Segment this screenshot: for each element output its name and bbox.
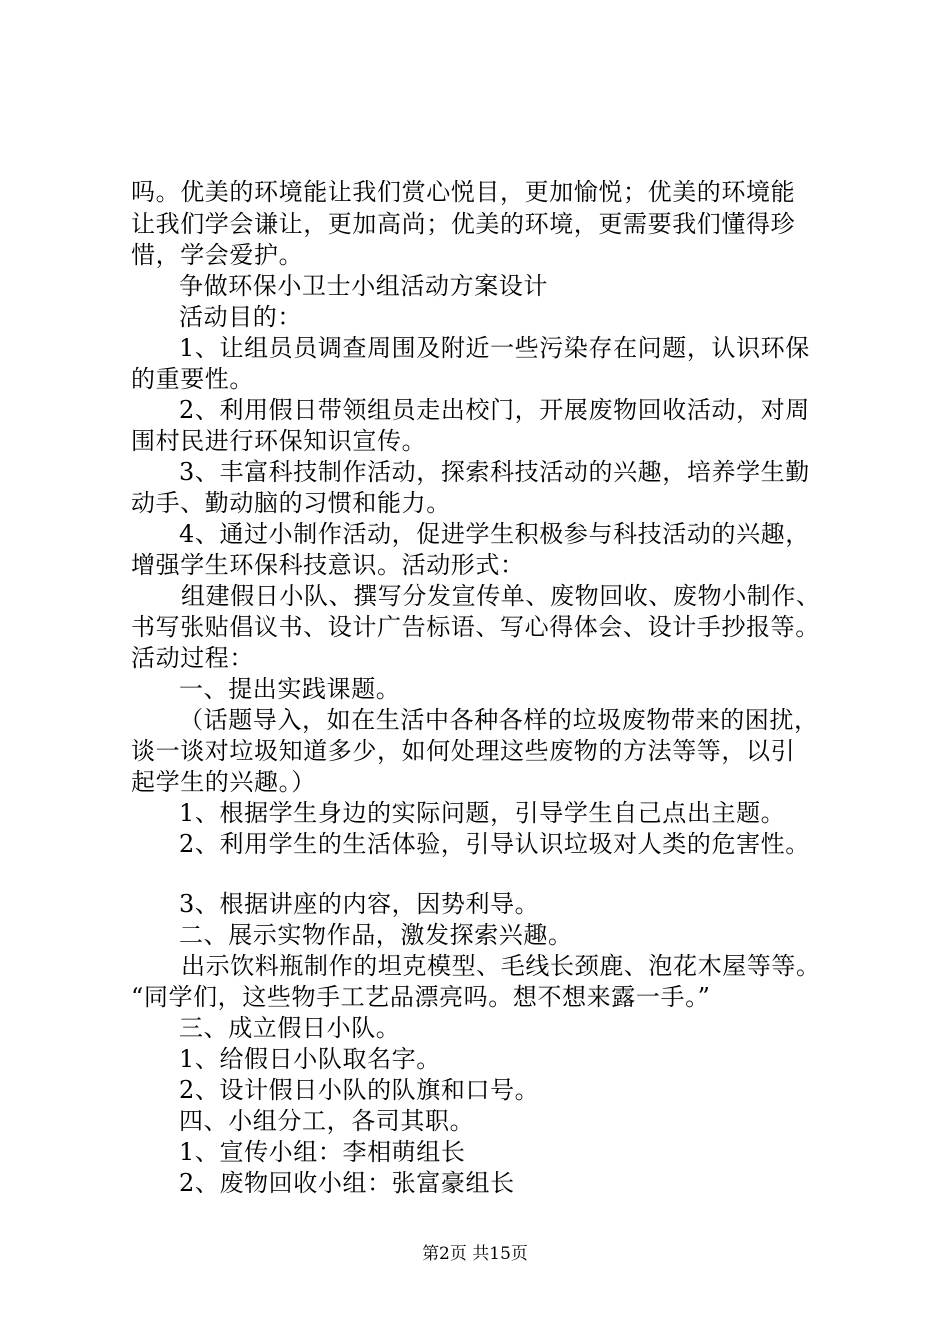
text-line: 1、宣传小组：李相萌组长 xyxy=(179,1138,466,1166)
text-line: 书写张贴倡议书、设计广告标语、写心得体会、设计手抄报等。 xyxy=(131,613,820,641)
text-line: 的重要性。 xyxy=(131,365,254,393)
text-line: 一、提出实践课题。 xyxy=(179,675,401,703)
text-line: 2、设计假日小队的队旗和口号。 xyxy=(179,1076,540,1104)
text-line: 惜，学会爱护。 xyxy=(131,241,304,269)
text-line: 吗。优美的环境能让我们赏心悦目，更加愉悦；优美的环境能 xyxy=(131,178,796,206)
text-line: 围村民进行环保知识宣传。 xyxy=(131,427,427,455)
text-line: 1、让组员员调查周围及附近一些污染存在问题，认识环保 xyxy=(179,334,810,362)
text-line: 三、成立假日小队。 xyxy=(179,1014,401,1042)
section-title: 争做环保小卫士小组活动方案设计 xyxy=(179,272,548,300)
text-line: 组建假日小队、撰写分发宣传单、废物回收、废物小制作、 xyxy=(181,582,821,610)
text-line: 2、利用学生的生活体验，引导认识垃圾对人类的危害性。 xyxy=(179,830,810,858)
text-line: 起学生的兴趣。） xyxy=(131,768,316,796)
text-line: 谈一谈对垃圾知道多少，如何处理这些废物的方法等等，以引 xyxy=(131,737,796,765)
text-line: 1、根据学生身边的实际问题，引导学生自己点出主题。 xyxy=(179,799,786,827)
text-line: 3、根据讲座的内容，因势利导。 xyxy=(179,890,540,918)
text-line: 活动目的： xyxy=(179,303,302,331)
text-line: 2、利用假日带领组员走出校门，开展废物回收活动，对周 xyxy=(179,396,810,424)
text-line: “同学们，这些物手工艺品漂亮吗。想不想来露一手。” xyxy=(131,983,711,1011)
text-line: 4、通过小制作活动，促进学生积极参与科技活动的兴趣， xyxy=(179,520,810,548)
text-line: （话题导入，如在生活中各种各样的垃圾废物带来的困扰， xyxy=(179,706,819,734)
text-line: 二、展示实物作品，激发探索兴趣。 xyxy=(179,921,573,949)
text-line: 让我们学会谦让，更加高尚；优美的环境，更需要我们懂得珍 xyxy=(131,210,796,238)
page-number-footer: 第2页 共15页 xyxy=(422,1244,528,1264)
text-line: 动手、勤动脑的习惯和能力。 xyxy=(131,489,451,517)
text-line: 增强学生环保科技意识。活动形式： xyxy=(131,551,525,579)
text-line: 3、丰富科技制作活动，探索科技活动的兴趣，培养学生勤 xyxy=(179,458,810,486)
text-line: 四、小组分工，各司其职。 xyxy=(179,1107,475,1135)
text-line: 活动过程： xyxy=(131,644,254,672)
text-line: 出示饮料瓶制作的坦克模型、毛线长颈鹿、泡花木屋等等。 xyxy=(181,952,821,980)
text-line: 1、给假日小队取名字。 xyxy=(179,1045,441,1073)
text-line: 2、废物回收小组：张富豪组长 xyxy=(179,1169,515,1197)
